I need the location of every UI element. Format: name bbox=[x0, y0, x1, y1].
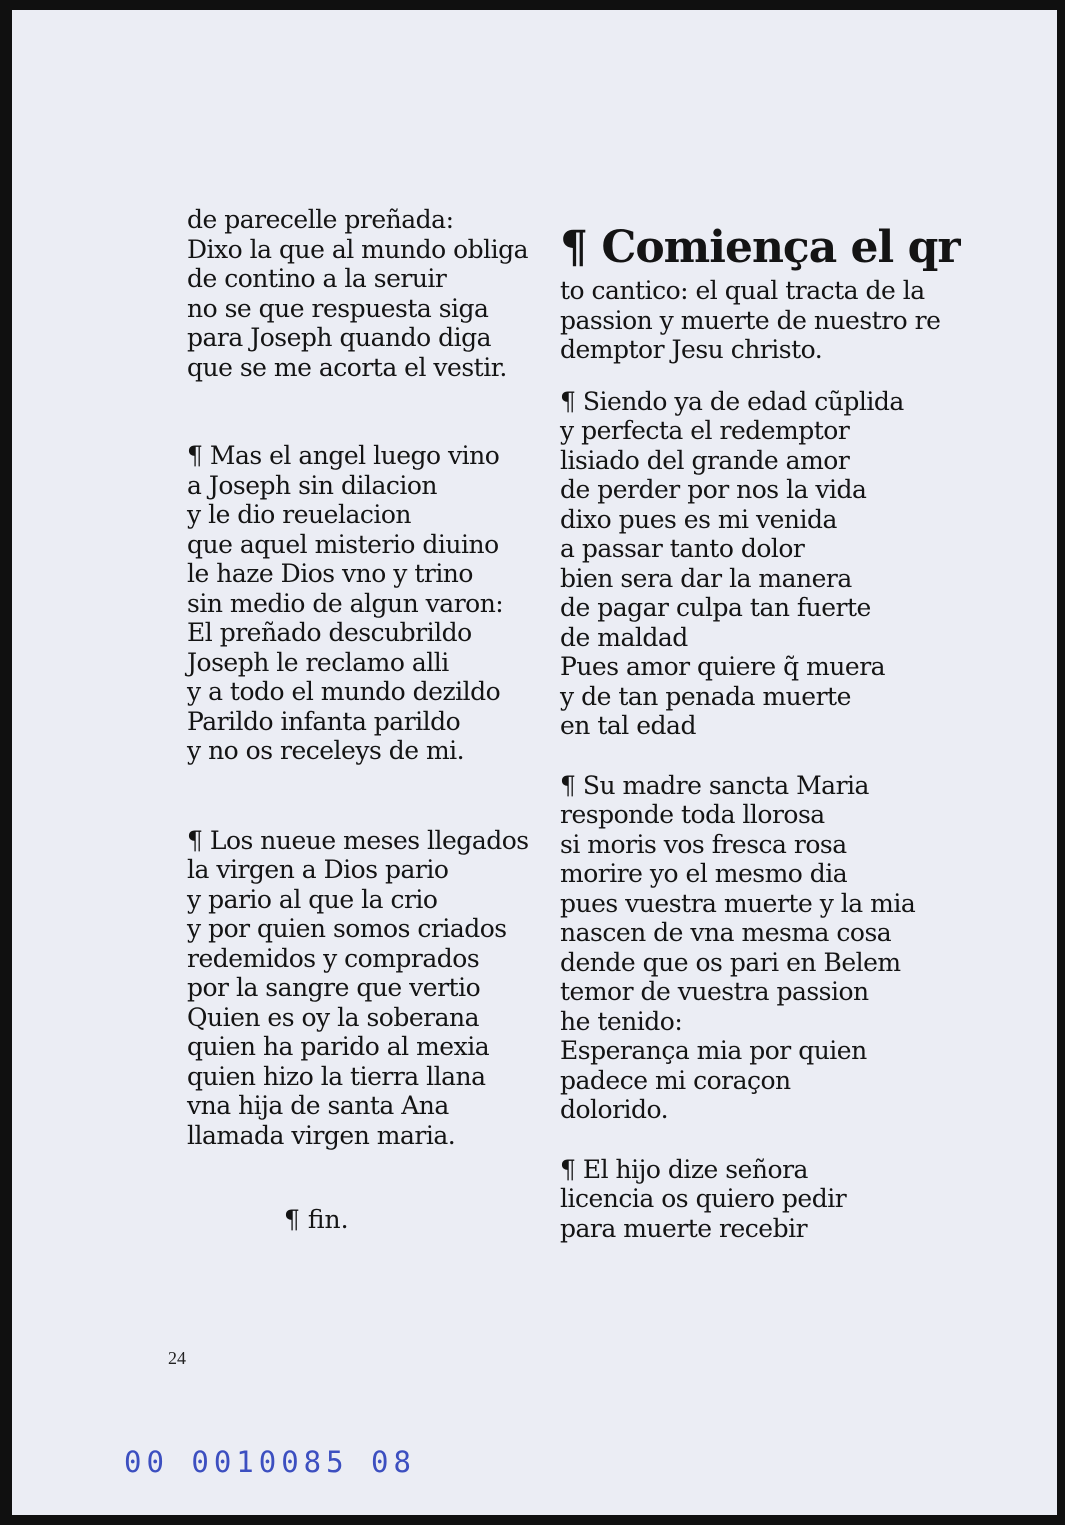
verse-line: passion y muerte de nuestro re bbox=[560, 305, 941, 335]
verse-line: la virgen a Dios pario bbox=[187, 855, 449, 884]
verse-line: lisiado del grande amor bbox=[560, 445, 850, 475]
right-column bbox=[560, 220, 960, 1243]
verse-line: vna hija de santa Ana bbox=[187, 1091, 449, 1120]
verse-line: bien sera dar la manera bbox=[560, 563, 852, 593]
left-stanza-1 bbox=[187, 205, 567, 382]
right-stanza-1 bbox=[560, 387, 940, 741]
verse-line: y pario al que la crio bbox=[187, 884, 438, 914]
verse-line: y de tan penada muerte bbox=[560, 681, 851, 711]
verse-line: temor de vuestra passion bbox=[560, 977, 869, 1006]
verse-line: a passar tanto dolor bbox=[560, 534, 805, 563]
verse-line: si moris vos fresca rosa bbox=[560, 829, 847, 859]
verse-line: ¶ El hijo dize señora bbox=[560, 1154, 808, 1184]
section-heading: ¶ Comiença el qr bbox=[560, 222, 960, 273]
verse-line: redemidos y comprados bbox=[187, 943, 480, 973]
verse-line: le haze Dios vno y trino bbox=[187, 559, 473, 588]
verse-line: sin medio de algun varon: bbox=[187, 588, 504, 618]
verse-line: en tal edad bbox=[560, 711, 696, 740]
verse-line: y no os receleys de mi. bbox=[187, 736, 465, 765]
verse-line: y perfecta el redemptor bbox=[560, 416, 850, 445]
verse-line: quien hizo la tierra llana bbox=[187, 1061, 486, 1091]
right-stanza-2 bbox=[560, 771, 940, 1125]
page-number: 24 bbox=[168, 1348, 186, 1368]
verse-line: he tenido: bbox=[560, 1006, 683, 1036]
verse-line: llamada virgen maria. bbox=[187, 1120, 456, 1150]
verse-line: responde toda llorosa bbox=[560, 800, 825, 829]
left-stanza-3 bbox=[187, 826, 567, 1151]
verse-line: para Joseph quando diga bbox=[187, 323, 491, 352]
verse-line: de parecelle preñada: bbox=[187, 205, 454, 234]
verse-line: dolorido. bbox=[560, 1095, 669, 1124]
verse-line: to cantico: el qual tracta de la bbox=[560, 276, 925, 305]
verse-line: Quien es oy la soberana bbox=[187, 1002, 480, 1032]
verse-line: Parildo infanta parildo bbox=[187, 706, 461, 736]
verse-line: y le dio reuelacion bbox=[187, 500, 411, 529]
verse-line: por la sangre que vertio bbox=[187, 973, 481, 1002]
verse-line: y por quien somos criados bbox=[187, 914, 507, 943]
archive-stamp: 00 0010085 08 bbox=[124, 1445, 416, 1479]
verse-line: pues vuestra muerte y la mia bbox=[560, 888, 916, 918]
document-page bbox=[12, 10, 1057, 1515]
verse-line: y a todo el mundo dezildo bbox=[187, 677, 501, 706]
verse-line: nascen de vna mesma cosa bbox=[560, 918, 892, 947]
left-stanza-2 bbox=[187, 441, 567, 766]
verse-line: de contino a la seruir bbox=[187, 264, 447, 293]
verse-line: ¶ Los nueue meses llegados bbox=[187, 825, 529, 855]
heading-continuation bbox=[560, 276, 940, 365]
verse-line: morire yo el mesmo dia bbox=[560, 859, 848, 888]
verse-line: licencia os quiero pedir bbox=[560, 1184, 847, 1213]
verse-line: para muerte recebir bbox=[560, 1213, 808, 1243]
verse-line: ¶ Mas el angel luego vino bbox=[187, 441, 500, 470]
verse-line: no se que respuesta siga bbox=[187, 293, 489, 323]
verse-line: quien ha parido al mexia bbox=[187, 1032, 490, 1061]
verse-line: Pues amor quiere q̃ muera bbox=[560, 652, 886, 681]
verse-line: de perder por nos la vida bbox=[560, 475, 867, 504]
verse-line: ¶ Su madre sancta Maria bbox=[560, 770, 869, 800]
verse-line: ¶ Siendo ya de edad cũplida bbox=[560, 386, 904, 416]
right-stanza-3 bbox=[560, 1155, 940, 1244]
verse-line: El preñado descubrildo bbox=[187, 618, 472, 647]
verse-line: Dixo la que al mundo obliga bbox=[187, 234, 529, 264]
verse-line: que aquel misterio diuino bbox=[187, 529, 499, 559]
verse-line: de maldad bbox=[560, 622, 688, 652]
verse-line: padece mi coraçon bbox=[560, 1065, 791, 1095]
verse-line: de pagar culpa tan fuerte bbox=[560, 593, 871, 622]
verse-line: Esperança mia por quien bbox=[560, 1036, 867, 1065]
verse-line: dixo pues es mi venida bbox=[560, 504, 837, 534]
fin-marker: ¶ fin. bbox=[284, 1205, 349, 1234]
verse-line: a Joseph sin dilacion bbox=[187, 470, 438, 500]
verse-line: dende que os pari en Belem bbox=[560, 947, 901, 977]
left-column bbox=[187, 205, 567, 1150]
verse-line: Joseph le reclamo alli bbox=[187, 647, 449, 677]
verse-line: que se me acorta el vestir. bbox=[187, 352, 507, 382]
verse-line: demptor Jesu christo. bbox=[560, 335, 823, 364]
